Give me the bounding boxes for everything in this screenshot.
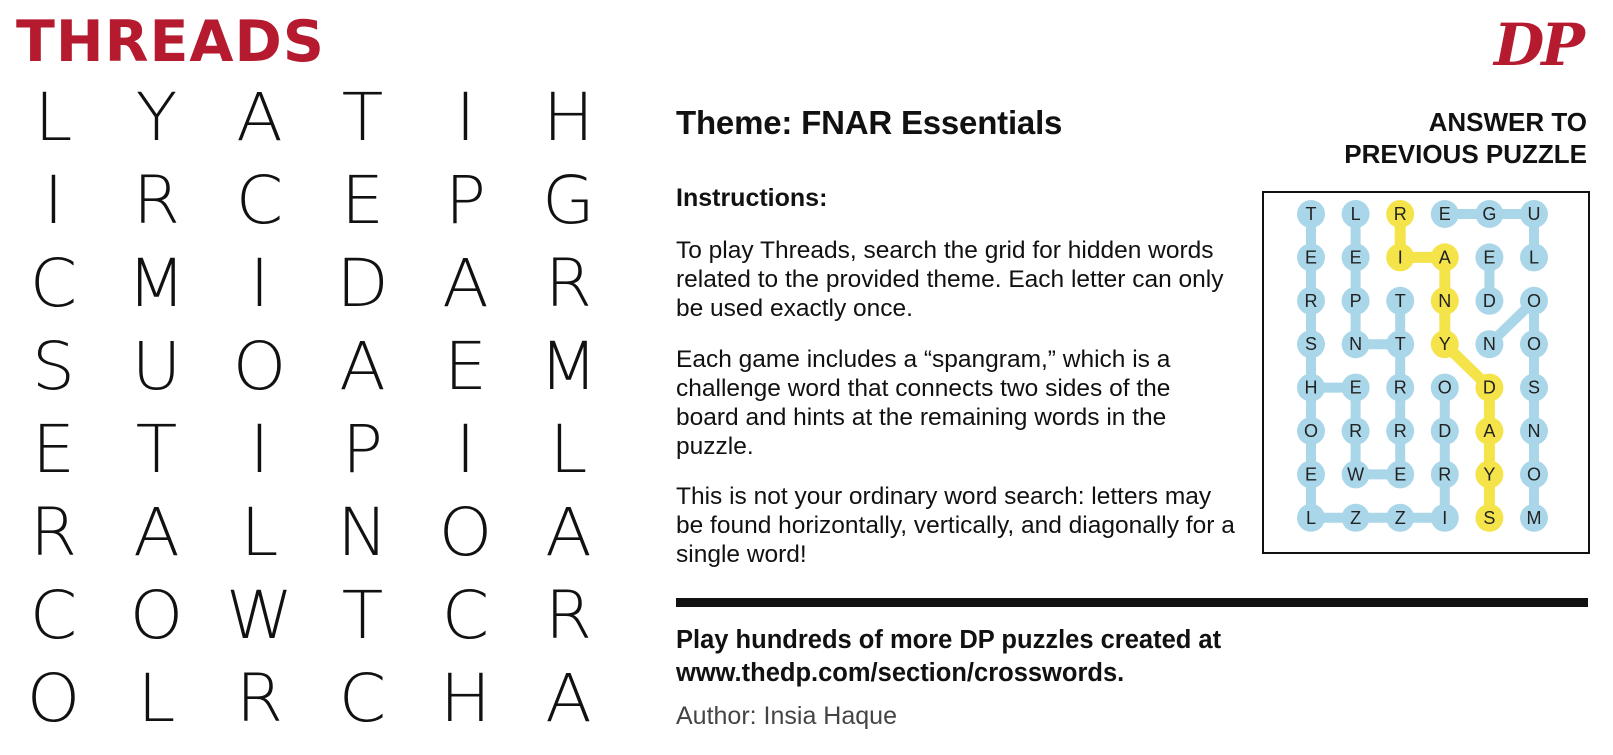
grid-letter[interactable]: O xyxy=(232,328,287,405)
grid-letter[interactable]: L xyxy=(549,411,588,488)
promo-text: Play hundreds of more DP puzzles created at www.thedp.com/section/crosswords. xyxy=(676,626,1222,687)
answer-letter: Y xyxy=(1483,464,1496,485)
answer-letter: T xyxy=(1394,290,1406,311)
grid-letter[interactable]: I xyxy=(455,411,476,488)
answer-heading xyxy=(1344,106,1587,170)
answer-letter: R xyxy=(1304,290,1318,311)
grid-letter[interactable]: H xyxy=(542,79,595,156)
grid-letter[interactable]: A xyxy=(236,79,283,156)
grid-letter[interactable]: L xyxy=(137,660,176,737)
answer-letter: N xyxy=(1349,334,1363,355)
grid-letter[interactable]: T xyxy=(135,411,178,488)
grid-letter[interactable]: H xyxy=(439,660,492,737)
grid-letter[interactable]: D xyxy=(336,245,389,322)
answer-letter: Z xyxy=(1394,507,1406,528)
answer-letter: T xyxy=(1305,204,1317,224)
answer-letter: N xyxy=(1527,421,1541,441)
answer-letter: Y xyxy=(1438,334,1451,355)
grid-letter[interactable]: C xyxy=(29,577,78,654)
answer-letter: U xyxy=(1527,204,1541,224)
dp-logo: DP xyxy=(1494,11,1582,79)
grid-letter[interactable]: R xyxy=(544,245,593,322)
answer-letter: I xyxy=(1397,247,1403,268)
grid-letter[interactable]: T xyxy=(341,79,384,156)
answer-letter: A xyxy=(1438,247,1451,268)
answer-letter: S xyxy=(1483,507,1496,528)
answer-letter: N xyxy=(1482,334,1496,355)
grid-letter[interactable]: R xyxy=(132,162,181,239)
grid-letter[interactable]: W xyxy=(225,577,294,654)
grid-letter[interactable]: L xyxy=(240,494,279,571)
answer-grid xyxy=(1262,191,1590,554)
answer-letter: S xyxy=(1304,334,1318,355)
grid-letter[interactable]: C xyxy=(235,162,284,239)
answer-heading-line1: ANSWER TO xyxy=(1428,107,1587,137)
grid-letter[interactable]: Y xyxy=(135,79,178,156)
answer-letter: M xyxy=(1526,507,1542,528)
grid-letter[interactable]: R xyxy=(235,660,284,737)
answer-letter: O xyxy=(1526,334,1542,355)
grid-letter[interactable]: O xyxy=(129,577,184,654)
grid-letter[interactable]: P xyxy=(444,162,487,239)
answer-letter: E xyxy=(1349,377,1362,398)
grid-letter[interactable]: L xyxy=(34,79,73,156)
answer-letter: Z xyxy=(1350,507,1362,528)
grid-letter[interactable]: O xyxy=(438,494,493,571)
theme-heading: Theme: FNAR Essentials xyxy=(676,104,1063,141)
answer-letter: E xyxy=(1304,464,1318,485)
answer-letter: I xyxy=(1442,507,1448,528)
answer-letter: L xyxy=(1350,204,1361,224)
author-credit: Author: Insia Haque xyxy=(676,702,897,730)
grid-letter[interactable]: E xyxy=(444,328,487,405)
grid-letter[interactable]: C xyxy=(441,577,490,654)
answer-letter: R xyxy=(1393,204,1407,224)
answer-letter: D xyxy=(1482,377,1496,398)
grid-letter[interactable]: A xyxy=(339,328,386,405)
answer-letter: R xyxy=(1349,421,1363,441)
answer-grid-drawing xyxy=(1264,193,1588,552)
puzzle-title: THREADS xyxy=(16,9,325,75)
grid-letter[interactable]: A xyxy=(545,494,592,571)
answer-letter: E xyxy=(1438,204,1451,224)
answer-letter: E xyxy=(1304,247,1318,268)
grid-letter[interactable]: C xyxy=(29,245,78,322)
grid-letter[interactable]: E xyxy=(32,411,75,488)
instructions-paragraph-2: Each game includes a “spangram,” which is a challenge word that connects two sides of the board and hints at the remaining words in the puzzle. xyxy=(676,346,1171,460)
instructions-label: Instructions: xyxy=(676,184,828,212)
answer-letter: R xyxy=(1393,377,1407,398)
answer-letter: H xyxy=(1304,377,1318,398)
answer-letter: W xyxy=(1347,464,1365,485)
grid-letter[interactable]: I xyxy=(249,245,270,322)
answer-heading-line2: PREVIOUS PUZZLE xyxy=(1344,139,1587,169)
answer-letter: G xyxy=(1482,204,1497,224)
answer-letter: R xyxy=(1438,464,1452,485)
answer-letter: E xyxy=(1349,247,1362,268)
answer-letter: O xyxy=(1437,377,1452,398)
answer-letter: E xyxy=(1483,247,1496,268)
grid-letter[interactable]: I xyxy=(249,411,270,488)
grid-letter[interactable]: I xyxy=(455,79,476,156)
answer-letter: O xyxy=(1526,290,1542,311)
grid-letter[interactable]: R xyxy=(544,577,593,654)
grid-letter[interactable]: P xyxy=(341,411,384,488)
answer-letter: T xyxy=(1394,334,1406,355)
grid-letter[interactable]: R xyxy=(29,494,78,571)
answer-letter: D xyxy=(1438,421,1452,441)
answer-letter: A xyxy=(1483,421,1496,441)
answer-letter: R xyxy=(1393,421,1407,441)
answer-letter: D xyxy=(1482,290,1496,311)
answer-letter: O xyxy=(1526,464,1542,485)
grid-letter[interactable]: M xyxy=(127,245,186,322)
answer-letter: L xyxy=(1528,247,1540,268)
answer-letter: N xyxy=(1438,290,1452,311)
grid-letter[interactable]: N xyxy=(337,494,388,571)
grid-letter[interactable]: C xyxy=(338,660,387,737)
grid-letter[interactable]: O xyxy=(26,660,81,737)
grid-letter[interactable]: S xyxy=(31,328,76,405)
divider-rule xyxy=(676,598,1588,607)
answer-letter: O xyxy=(1303,421,1319,441)
grid-letter[interactable]: M xyxy=(539,328,598,405)
grid-letter[interactable]: G xyxy=(542,162,595,239)
instructions-paragraph-3: This is not your ordinary word search: letters may be found horizontally, vertically, and diagonally for a single word! xyxy=(676,483,1235,568)
grid-letter[interactable]: U xyxy=(131,328,182,405)
letter-grid xyxy=(0,76,622,740)
grid-letter[interactable]: I xyxy=(43,162,64,239)
answer-letter: L xyxy=(1305,507,1317,528)
grid-letter[interactable]: A xyxy=(442,245,489,322)
instructions-paragraph-1: To play Threads, search the grid for hidden words related to the provided theme. Each letter can only be used exactly once. xyxy=(676,237,1224,322)
answer-letter: P xyxy=(1349,290,1362,311)
grid-letter[interactable]: A xyxy=(545,660,592,737)
answer-letter: E xyxy=(1394,464,1407,485)
grid-letter[interactable]: T xyxy=(341,577,384,654)
grid-letter[interactable]: A xyxy=(133,494,180,571)
answer-letter: S xyxy=(1527,377,1541,398)
grid-letter[interactable]: E xyxy=(341,162,384,239)
